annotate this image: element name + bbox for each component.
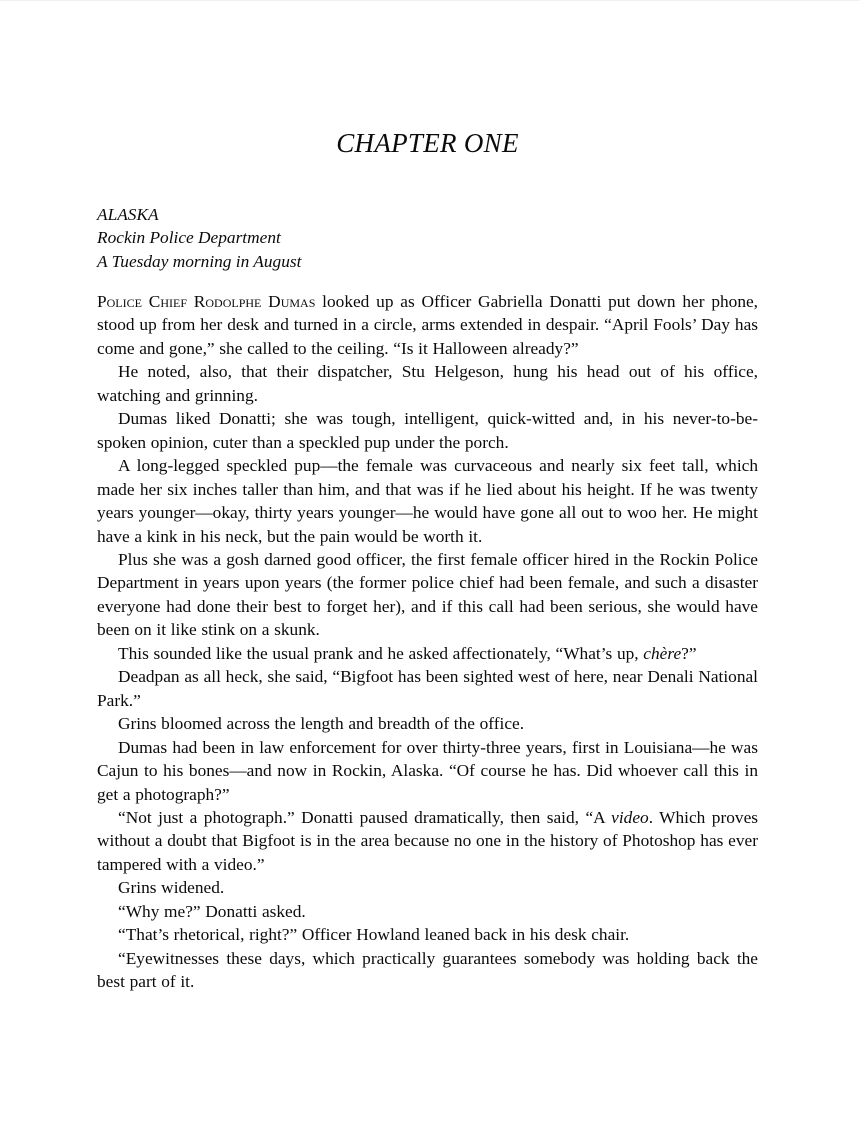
paragraph (97, 407, 758, 454)
scene-location: ALASKA (97, 205, 159, 224)
text-run: He noted, also, that their dispatcher, Stu Helgeson, hung his head out of his office, watching and grinning. (97, 362, 758, 405)
paragraph (97, 900, 758, 923)
paragraph (97, 712, 758, 735)
paragraph (97, 806, 758, 876)
paragraph (97, 736, 758, 806)
paragraph (97, 947, 758, 994)
text-run: ?” (681, 643, 697, 663)
text-run: . Which proves without a doubt that Bigfoot is in the area because no one in the history of Photoshop has ever tampered with a video.” (97, 807, 758, 874)
paragraph (97, 290, 758, 360)
paragraph (97, 454, 758, 548)
italic-text: video (611, 807, 649, 827)
text-run: “Not just a photograph.” Donatti paused dramatically, then said, “A (118, 807, 612, 827)
text-run: Grins bloomed across the length and breadth of the office. (118, 714, 525, 734)
paragraph (97, 923, 758, 946)
text-run: “That’s rhetorical, right?” Officer Howland leaned back in his desk chair. (118, 925, 630, 945)
chapter-title: CHAPTER ONE (336, 128, 519, 158)
paragraph (97, 876, 758, 899)
text-run: looked up as Officer Gabriella Donatti put down her phone, stood up from her desk and turned in a circle, arms extended in despair. “April Fools’ Day has come and gone,” she called to the ceiling. “Is it Halloween already?” (97, 292, 758, 358)
text-run: Deadpan as all heck, she said, “Bigfoot has been sighted west of here, near Denali National Park.” (97, 667, 758, 710)
text-run: Dumas had been in law enforcement for over thirty-three years, first in Louisiana—he was Cajun to his bones—and now in Rockin, Alaska. “Of course he has. Did whoever call this in get a photograph?” (97, 737, 758, 804)
text-run: Dumas liked Donatti; she was tough, intelligent, quick-witted and, in his never-to-be-spoken opinion, cuter than a speckled pup under the porch. (97, 409, 758, 452)
scene-department: Rockin Police Department (97, 228, 281, 248)
paragraph (97, 642, 758, 665)
text-run: “Eyewitnesses these days, which practically guarantees somebody was holding back the best part of it. (97, 948, 758, 992)
scene-time: A Tuesday morning in August (97, 251, 302, 271)
paragraph (97, 360, 758, 407)
paragraph (97, 548, 758, 642)
paragraph (97, 665, 758, 712)
scene-header (97, 203, 758, 273)
smallcaps-text: Police Chief Rodolphe Dumas (97, 292, 316, 311)
text-run: Plus she was a gosh darned good officer, the first female officer hired in the Rockin Police Department in years upon years (the former police chief had been female, and such a disaster everyone had done their best to forget her), and if this call had been serious, she would have been on it like stink on a skunk. (97, 549, 758, 640)
text-run: A long-legged speckled pup—the female was curvaceous and nearly six feet tall, which made her six inches taller than him, and that was if he lied about his height. If he was twenty years younger—okay, thirty years younger—he would have gone all out to woo her. He might have a kink in his neck, but the pain would be worth it. (97, 456, 758, 546)
text-run: This sounded like the usual prank and he asked affectionately, “What’s up, (118, 643, 644, 663)
body-text (97, 290, 758, 1028)
italic-text: chère (643, 643, 682, 663)
text-run: Grins widened. (118, 878, 225, 898)
text-run: “Why me?” Donatti asked. (118, 901, 306, 921)
